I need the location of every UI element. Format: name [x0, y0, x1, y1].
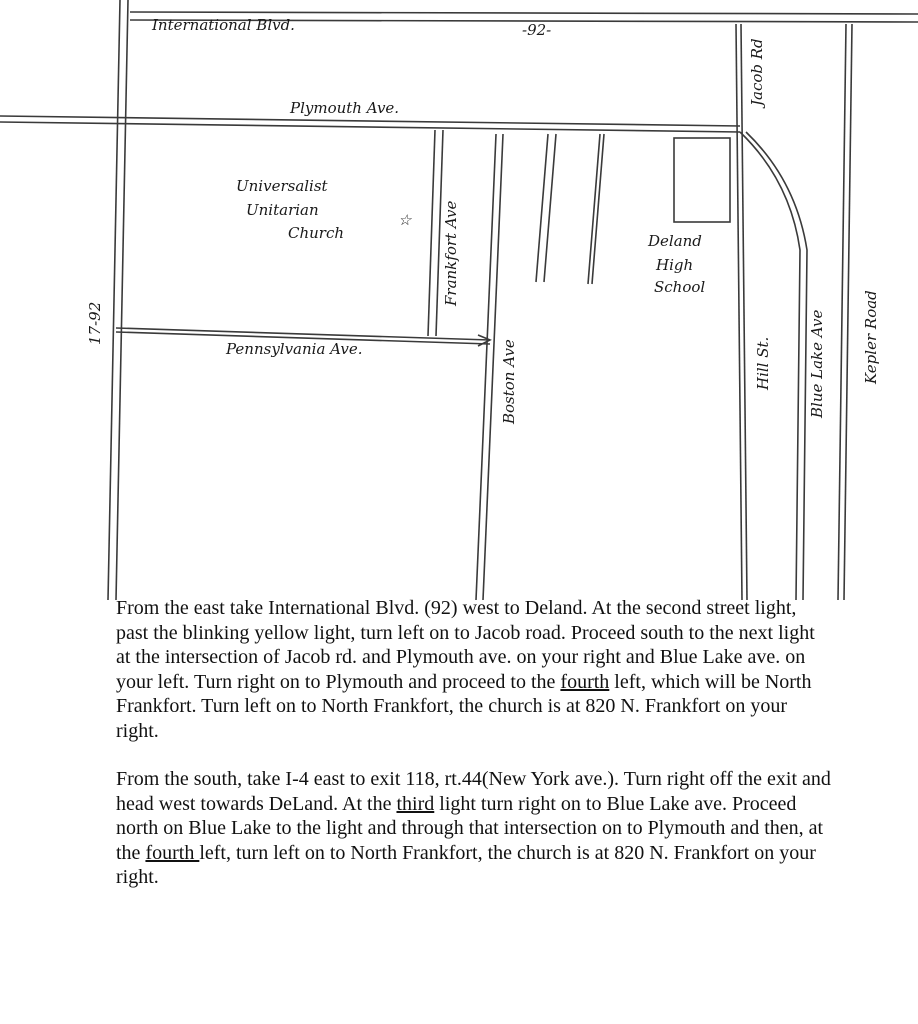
label-plymouth-ave: Plymouth Ave. [290, 99, 400, 117]
label-route-17-92: 17-92 [86, 301, 104, 345]
underlined-third: third [396, 792, 435, 815]
directions-text [116, 596, 832, 890]
label-international-blvd: International Blvd. [152, 16, 295, 34]
boston-ave-road [476, 134, 503, 600]
route-17-92-road [108, 0, 128, 600]
label-deland-line3: School [654, 278, 706, 296]
label-jacob-rd: Jacob Rd [748, 38, 766, 106]
label-boston-ave: Boston Ave [500, 339, 518, 424]
label-kepler-road: Kepler Road [862, 290, 880, 384]
kepler-road-road [838, 24, 852, 600]
frankfort-ave-road [428, 130, 443, 336]
underlined-fourth-south: fourth [145, 841, 200, 864]
label-blue-lake-ave: Blue Lake Ave [808, 309, 826, 418]
label-deland-line1: Deland [648, 232, 702, 250]
jacob-rd-hill-st-road [736, 24, 747, 600]
blue-lake-ave-road [740, 132, 807, 600]
label-pennsylvania-ave: Pennsylvania Ave. [226, 340, 363, 358]
underlined-fourth: fourth [560, 670, 610, 693]
label-church-line1: Universalist [236, 177, 328, 195]
label-frankfort-ave: Frankfort Ave [442, 200, 460, 306]
directions-from-east: From the east take International Blvd. (92) west to Deland. At the second street light, past the blinking yellow light, turn left on to Jacob road. Proceed south to the next light at the intersection of Jacob rd. and Plymouth ave. on your right and Blue Lake ave. on your left. Turn right on to Plymouth and proceed to the fourth left, which will be North Frankfort. Turn left on to North Frankfort, the church is at 820 N. Frankfort on your right. [116, 597, 815, 742]
side-streets [536, 134, 604, 284]
directions-from-south: From the south, take I-4 east to exit 118, rt.44(New York ave.). Turn right off the exit and head west towards DeLand. At the third light turn right on to Blue Lake ave. Proceed north on Blue Lake to the light and through that intersection on to Plymouth and then, at the fourth left, turn left on to North Frankfort, the church is at 820 N. Frankfort on your right. [116, 768, 831, 888]
label-hill-st: Hill St. [754, 336, 772, 390]
label-church-line3: Church [288, 224, 345, 242]
label-deland-line2: High [656, 256, 694, 274]
deland-high-school-building [674, 138, 730, 222]
label-church-line2: Unitarian [246, 201, 319, 219]
church-star-icon: ☆ [398, 211, 412, 229]
label-route-92: -92- [522, 21, 552, 39]
plymouth-ave-road [0, 116, 740, 132]
